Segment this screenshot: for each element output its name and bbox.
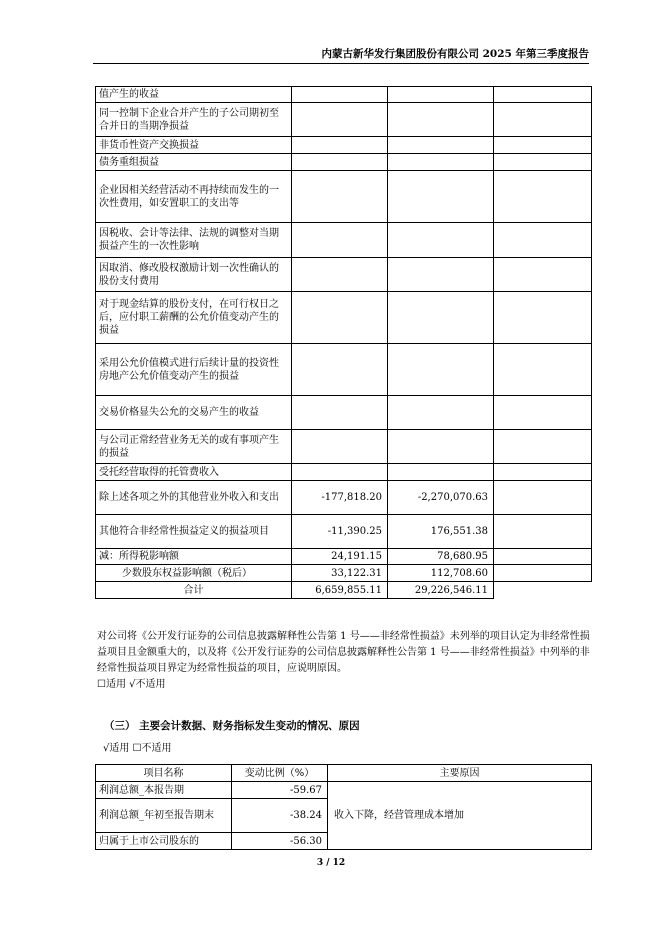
amount-current bbox=[292, 396, 388, 430]
note-cell bbox=[494, 565, 592, 582]
amount-ytd bbox=[388, 103, 494, 137]
amount-current bbox=[292, 137, 388, 154]
table-row bbox=[96, 464, 592, 481]
table-row bbox=[96, 171, 592, 223]
note-cell bbox=[494, 396, 592, 430]
amount-current bbox=[292, 344, 388, 396]
table-row bbox=[96, 344, 592, 396]
note-cell bbox=[494, 430, 592, 464]
amount-current bbox=[292, 223, 388, 258]
amount-ytd bbox=[388, 154, 494, 171]
amount-current: 24,191.15 bbox=[292, 549, 388, 565]
row-label: 同一控制下企业合并产生的子公司期初至合并日的当期净损益 bbox=[96, 103, 292, 137]
change-reasons-table bbox=[95, 764, 592, 850]
table-row bbox=[96, 137, 592, 154]
row-label: 债务重组损益 bbox=[96, 154, 292, 171]
note-cell bbox=[494, 103, 592, 137]
table-row bbox=[96, 396, 592, 430]
row-ratio: -56.30 bbox=[232, 833, 328, 850]
row-label: 企业因相关经营活动不再持续而发生的一次性费用，如安置职工的支出等 bbox=[96, 171, 292, 223]
row-label: 减：所得税影响额 bbox=[96, 549, 292, 565]
amount-current: 6,659,855.11 bbox=[292, 582, 388, 599]
row-label: 采用公允价值模式进行后续计量的投资性房地产公允价值变动产生的损益 bbox=[96, 344, 292, 396]
col-header-name: 项目名称 bbox=[96, 765, 232, 782]
row-name: 利润总额_年初至报告期末 bbox=[96, 799, 232, 833]
amount-ytd bbox=[388, 137, 494, 154]
amount-ytd bbox=[388, 344, 494, 396]
table-row bbox=[96, 103, 592, 137]
amount-ytd: 29,226,546.11 bbox=[388, 582, 494, 599]
amount-ytd bbox=[388, 292, 494, 344]
table-row bbox=[96, 154, 592, 171]
row-ratio: -59.67 bbox=[232, 782, 328, 799]
table-row bbox=[96, 582, 592, 599]
amount-current: -177,818.20 bbox=[292, 481, 388, 515]
amount-current bbox=[292, 154, 388, 171]
amount-current bbox=[292, 430, 388, 464]
explanatory-note bbox=[97, 629, 593, 693]
note-cell bbox=[494, 515, 592, 549]
row-label: 非货币性资产交换损益 bbox=[96, 137, 292, 154]
row-label: 少数股东权益影响额（税后） bbox=[96, 565, 292, 582]
row-label: 交易价格显失公允的交易产生的收益 bbox=[96, 396, 292, 430]
amount-ytd bbox=[388, 430, 494, 464]
empty-cell bbox=[494, 582, 592, 599]
row-label: 除上述各项之外的其他营业外收入和支出 bbox=[96, 481, 292, 515]
row-label: 其他符合非经常性损益定义的损益项目 bbox=[96, 515, 292, 549]
amount-ytd: 78,680.95 bbox=[388, 549, 494, 565]
col-header-reason: 主要原因 bbox=[328, 765, 592, 782]
row-label: 受托经营取得的托管费收入 bbox=[96, 464, 292, 481]
row-label: 对于现金结算的股份支付，在可行权日之后，应付职工薪酬的公允价值变动产生的损益 bbox=[96, 292, 292, 344]
amount-ytd bbox=[388, 223, 494, 258]
note-cell bbox=[494, 154, 592, 171]
note-cell bbox=[494, 223, 592, 258]
note-cell bbox=[494, 171, 592, 223]
row-label: 因税收、会计等法律、法规的调整对当期损益产生的一次性影响 bbox=[96, 223, 292, 258]
table-row bbox=[96, 481, 592, 515]
amount-ytd bbox=[388, 87, 494, 103]
non-recurring-items-table bbox=[95, 86, 592, 599]
note-cell bbox=[494, 292, 592, 344]
amount-ytd bbox=[388, 396, 494, 430]
page-number: 3 / 12 bbox=[316, 858, 346, 868]
amount-ytd bbox=[388, 464, 494, 481]
amount-current bbox=[292, 258, 388, 292]
row-label: 因取消、修改股权激励计划一次性确认的股份支付费用 bbox=[96, 258, 292, 292]
table-row bbox=[96, 292, 592, 344]
table-row bbox=[96, 223, 592, 258]
row-label: 合计 bbox=[96, 582, 292, 599]
note-cell bbox=[494, 464, 592, 481]
row-label: 值产生的收益 bbox=[96, 87, 292, 103]
amount-current: 33,122.31 bbox=[292, 565, 388, 582]
table-row bbox=[96, 549, 592, 565]
page-header: 内蒙古新华发行集团股份有限公司 2025 年第三季度报告 bbox=[93, 46, 589, 64]
amount-ytd: -2,270,070.63 bbox=[388, 481, 494, 515]
row-name: 利润总额_本报告期 bbox=[96, 782, 232, 799]
note-text: 对公司将《公开发行证券的公司信息披露解释性公告第 1 号——非经常性损益》未列举的项目认定为非经常性损益项目且金额重大的，以及将《公开发行证券的公司信息披露解释性公告第 1 号——非经常性损益》中列举的非经常性损益项目界定为经常性损益的项目，应说明原因。 bbox=[97, 631, 590, 674]
table-row bbox=[96, 87, 592, 103]
main-reason: 收入下降，经营管理成本增加 bbox=[328, 782, 592, 850]
note-cell bbox=[494, 87, 592, 103]
section-title: （三） 主要会计数据、财务指标发生变动的情况、原因 bbox=[104, 720, 360, 732]
amount-current: -11,390.25 bbox=[292, 515, 388, 549]
amount-ytd: 176,551.38 bbox=[388, 515, 494, 549]
amount-current bbox=[292, 464, 388, 481]
row-name: 归属于上市公司股东的 bbox=[96, 833, 232, 850]
amount-current bbox=[292, 171, 388, 223]
table-row bbox=[96, 430, 592, 464]
note-cell bbox=[494, 481, 592, 515]
col-header-ratio: 变动比例（%） bbox=[232, 765, 328, 782]
note-cell bbox=[494, 344, 592, 396]
note-applicability: ☐适用 √不适用 bbox=[97, 679, 166, 690]
amount-ytd bbox=[388, 258, 494, 292]
note-cell bbox=[494, 137, 592, 154]
amount-ytd bbox=[388, 171, 494, 223]
amount-current bbox=[292, 103, 388, 137]
row-ratio: -38.24 bbox=[232, 799, 328, 833]
note-cell bbox=[494, 258, 592, 292]
section-applicability: √适用 ☐不适用 bbox=[103, 743, 172, 754]
table-row bbox=[96, 515, 592, 549]
amount-current bbox=[292, 87, 388, 103]
row-label: 与公司正常经营业务无关的或有事项产生的损益 bbox=[96, 430, 292, 464]
amount-ytd: 112,708.60 bbox=[388, 565, 494, 582]
note-cell bbox=[494, 549, 592, 565]
amount-current bbox=[292, 292, 388, 344]
table-row bbox=[96, 565, 592, 582]
table-row bbox=[96, 258, 592, 292]
